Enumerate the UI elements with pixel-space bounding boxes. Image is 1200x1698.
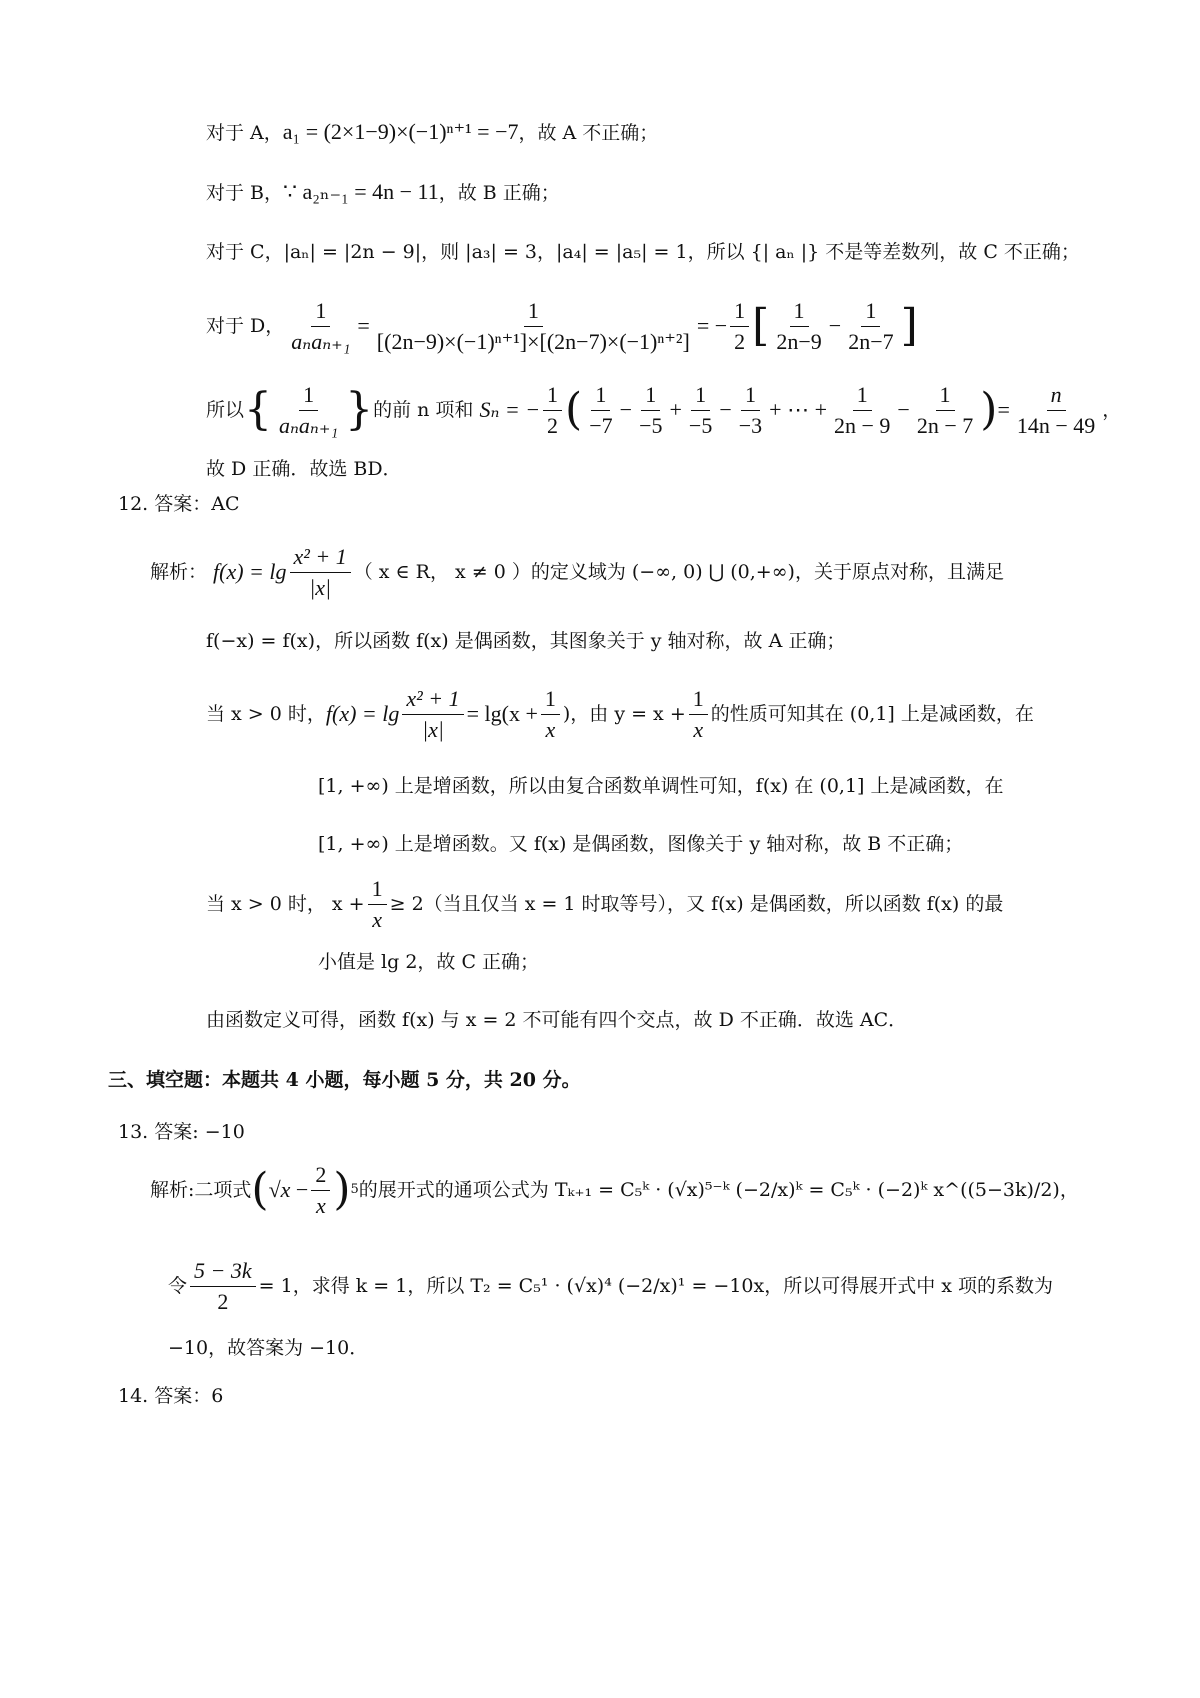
fraction-term bbox=[913, 382, 977, 439]
equals-sign: = bbox=[357, 313, 370, 338]
left-paren: ( bbox=[565, 384, 583, 435]
fraction-denominator: 2n−9 bbox=[776, 328, 822, 354]
plus-sign: + bbox=[669, 397, 682, 422]
q13-line-3: −10，故答案为 −10． bbox=[168, 1337, 369, 1359]
fraction-denominator: 14n − 49 bbox=[1016, 412, 1096, 438]
option-a-conclusion: ，故 A 不正确； bbox=[518, 122, 659, 144]
fraction-x2plus1-over-absx bbox=[290, 544, 351, 601]
question-13-answer: 13. 答案: −10 bbox=[118, 1121, 245, 1143]
fraction-1-over-x bbox=[368, 876, 387, 933]
fraction-numerator: n bbox=[1047, 382, 1066, 411]
fraction-1-over-2n-9 bbox=[772, 298, 825, 355]
fraction-numerator: 1 bbox=[730, 298, 749, 327]
fraction-expanded bbox=[373, 298, 694, 355]
monotonic-text: 的性质可知其在 (0,1] 上是减函数，在 bbox=[710, 703, 1034, 725]
general-term-text: 的展开式的通项公式为 Tₖ₊₁ = C₅ᵏ · (√x)⁵⁻ᵏ (−2/x)ᵏ = C₅ᵏ · (−2)ᵏ x^((5−3k)/2)， bbox=[358, 1179, 1079, 1201]
fraction-denominator: |x| bbox=[309, 574, 332, 600]
section-3-heading: 三、填空题：本题共 4 小题，每小题 5 分，共 20 分。 bbox=[108, 1069, 581, 1091]
minus-sign: − bbox=[828, 313, 842, 338]
sum-text: 的前 n 项和 bbox=[373, 399, 474, 421]
fraction-5-3k-over-2 bbox=[190, 1258, 256, 1315]
option-b-formula: ∵ a₂ₙ₋₁ = 4n − 11 bbox=[283, 179, 439, 204]
domain-text: （ x ∈ R， x ≠ 0 ）的定义域为 (−∞, 0) ⋃ (0,+∞)，关于原点对称，且满足 bbox=[353, 561, 1004, 583]
fraction-denominator: −3 bbox=[738, 412, 763, 438]
fraction-numerator: x² + 1 bbox=[402, 686, 463, 715]
q12-line-7: 小值是 lg 2，故 C 正确； bbox=[318, 951, 540, 973]
sum-intro: 所以 bbox=[206, 399, 245, 421]
fraction-denominator: 2n − 9 bbox=[834, 412, 891, 438]
minus-sign: − bbox=[897, 397, 910, 422]
fraction-denominator: −5 bbox=[639, 412, 663, 438]
fraction-numerator: 1 bbox=[790, 298, 809, 327]
fraction-denominator: 2n − 7 bbox=[916, 412, 974, 438]
fraction-1-over-an-an1 bbox=[275, 382, 342, 439]
right-brace: } bbox=[345, 384, 374, 435]
fraction-denominator: |x| bbox=[422, 716, 444, 742]
equals-sign: = bbox=[997, 397, 1010, 422]
fraction-1-over-x bbox=[689, 686, 708, 743]
fraction-denominator: 2n−7 bbox=[848, 328, 894, 354]
minus-sign: − bbox=[619, 397, 633, 422]
q12-line-6 bbox=[206, 872, 1003, 936]
fraction-numerator: 1 bbox=[368, 876, 387, 905]
option-b-label: 对于 B， bbox=[206, 182, 284, 204]
fraction-denominator: x bbox=[545, 716, 556, 742]
fraction-1-over-x bbox=[541, 686, 560, 743]
right-paren: ) bbox=[333, 1164, 351, 1215]
lg-expression: = lg(x + bbox=[466, 701, 538, 726]
left-bracket: [ bbox=[752, 300, 770, 351]
fraction-numerator: 2 bbox=[311, 1162, 330, 1191]
condition-text: 当 x > 0 时， x + bbox=[206, 893, 365, 915]
fraction-numerator: 1 bbox=[641, 382, 660, 411]
fraction-denominator: x bbox=[315, 1192, 326, 1218]
q12-line-4: [1, +∞) 上是增函数，所以由复合函数单调性可知，f(x) 在 (0,1] 上是减函数，在 bbox=[318, 775, 1004, 797]
question-12-answer: 12. 答案：AC bbox=[118, 493, 240, 515]
fraction-term bbox=[830, 382, 894, 439]
fraction-numerator: 1 bbox=[691, 382, 710, 411]
q12-line-5: [1, +∞) 上是增函数。又 f(x) 是偶函数，图像关于 y 轴对称，故 B 不正确； bbox=[318, 833, 964, 855]
left-brace: { bbox=[244, 384, 273, 435]
q12-line-1 bbox=[150, 540, 1004, 604]
fraction-numerator: 1 bbox=[689, 686, 708, 715]
right-bracket: ] bbox=[900, 300, 918, 351]
right-paren: ) bbox=[980, 384, 998, 435]
option-a-label: 对于 A， bbox=[206, 122, 283, 144]
fraction-numerator: 1 bbox=[311, 298, 330, 327]
fraction-1-over-2n-7 bbox=[844, 298, 897, 355]
q12-line-3 bbox=[206, 682, 1034, 746]
minus-sign: = − bbox=[696, 313, 728, 338]
fraction-term bbox=[585, 382, 616, 439]
function-y-text: )，由 y = x + bbox=[562, 703, 686, 725]
line-option-c: 对于 C，|aₙ| = |2n − 9|，则 |a₃| = 3，|a₄| = |a₅| = 1，所以 {| aₙ |} 不是等差数列，故 C 不正确； bbox=[206, 241, 1080, 263]
fraction-term bbox=[735, 382, 766, 439]
fraction-denominator: 2 bbox=[217, 1288, 229, 1314]
fraction-2-over-x bbox=[311, 1162, 330, 1219]
fraction-1-over-an-an1 bbox=[287, 298, 354, 355]
line-sum bbox=[206, 380, 1121, 440]
fraction-numerator: 1 bbox=[591, 382, 610, 411]
line-option-b bbox=[206, 178, 560, 207]
fraction-x2plus1-over-absx bbox=[402, 686, 463, 743]
fraction-numerator: 1 bbox=[936, 382, 955, 411]
q13-line-2 bbox=[168, 1254, 1053, 1318]
fraction-denominator: [(2n−9)×(−1)ⁿ⁺¹]×[(2n−7)×(−1)ⁿ⁺²] bbox=[376, 328, 690, 354]
let-text: 令 bbox=[168, 1275, 188, 1297]
fraction-numerator: x² + 1 bbox=[290, 544, 351, 573]
fraction-numerator: 5 − 3k bbox=[190, 1258, 256, 1287]
fraction-denominator: x bbox=[693, 716, 704, 742]
q12-line-2: f(−x) = f(x)，所以函数 f(x) 是偶函数，其图象关于 y 轴对称，故 A 正确； bbox=[206, 630, 846, 652]
fraction-numerator: 1 bbox=[543, 382, 562, 411]
solve-text: = 1，求得 k = 1，所以 T₂ = C₅¹ · (√x)⁴ (−2/x)¹ = −10x，所以可得展开式中 x 项的系数为 bbox=[258, 1275, 1054, 1297]
fraction-denominator: aₙaₙ₊₁ bbox=[291, 328, 351, 354]
ellipsis: + ⋯ + bbox=[769, 397, 827, 422]
left-paren: ( bbox=[251, 1164, 269, 1215]
question-14-answer: 14. 答案：6 bbox=[118, 1385, 224, 1407]
fraction-result bbox=[1013, 382, 1099, 439]
function-def: f(x) = lg bbox=[213, 559, 287, 584]
exponent: 5 bbox=[350, 1182, 359, 1197]
comma: ， bbox=[1102, 399, 1122, 421]
option-d-label: 对于 D， bbox=[206, 315, 285, 337]
q12-line-8: 由函数定义可得，函数 f(x) 与 x = 2 不可能有四个交点，故 D 不正确．故选 AC． bbox=[206, 1009, 908, 1031]
fraction-denominator: 2 bbox=[734, 328, 746, 354]
inequality-text: ≥ 2（当且仅当 x = 1 时取等号），又 f(x) 是偶函数，所以函数 f(x) 的最 bbox=[389, 893, 1004, 915]
fraction-denominator: x bbox=[372, 906, 382, 932]
line-option-d-conclusion: 故 D 正确．故选 BD． bbox=[206, 458, 402, 480]
option-a-formula: a₁ = (2×1−9)×(−1)ⁿ⁺¹ = −7 bbox=[282, 119, 519, 144]
function-def: f(x) = lg bbox=[325, 701, 400, 726]
fraction-denominator: −7 bbox=[589, 412, 613, 438]
fraction-numerator: 1 bbox=[741, 382, 760, 411]
fraction-numerator: 1 bbox=[861, 298, 880, 327]
fraction-one-half bbox=[543, 382, 562, 439]
line-option-a bbox=[206, 118, 658, 147]
q13-line-1 bbox=[150, 1158, 1079, 1222]
fraction-term bbox=[635, 382, 666, 439]
fraction-denominator: −5 bbox=[688, 412, 713, 438]
option-b-conclusion: ，故 B 正确； bbox=[438, 182, 560, 204]
sqrt-x: √x − bbox=[268, 1177, 309, 1202]
fraction-numerator: 1 bbox=[853, 382, 872, 411]
fraction-denominator: aₙaₙ₊₁ bbox=[279, 412, 339, 438]
fraction-denominator: 2 bbox=[547, 412, 559, 438]
fraction-one-half bbox=[730, 298, 749, 355]
line-option-d bbox=[206, 296, 918, 356]
fraction-numerator: 1 bbox=[524, 298, 543, 327]
analysis-label: 解析:二项式 bbox=[150, 1179, 252, 1201]
minus-sign: − bbox=[719, 397, 732, 422]
fraction-numerator: 1 bbox=[299, 382, 318, 411]
analysis-label: 解析： bbox=[150, 561, 208, 583]
condition-text: 当 x > 0 时， bbox=[206, 703, 326, 725]
sum-symbol: Sₙ = − bbox=[479, 397, 541, 422]
fraction-term bbox=[685, 382, 716, 439]
fraction-numerator: 1 bbox=[541, 686, 560, 715]
